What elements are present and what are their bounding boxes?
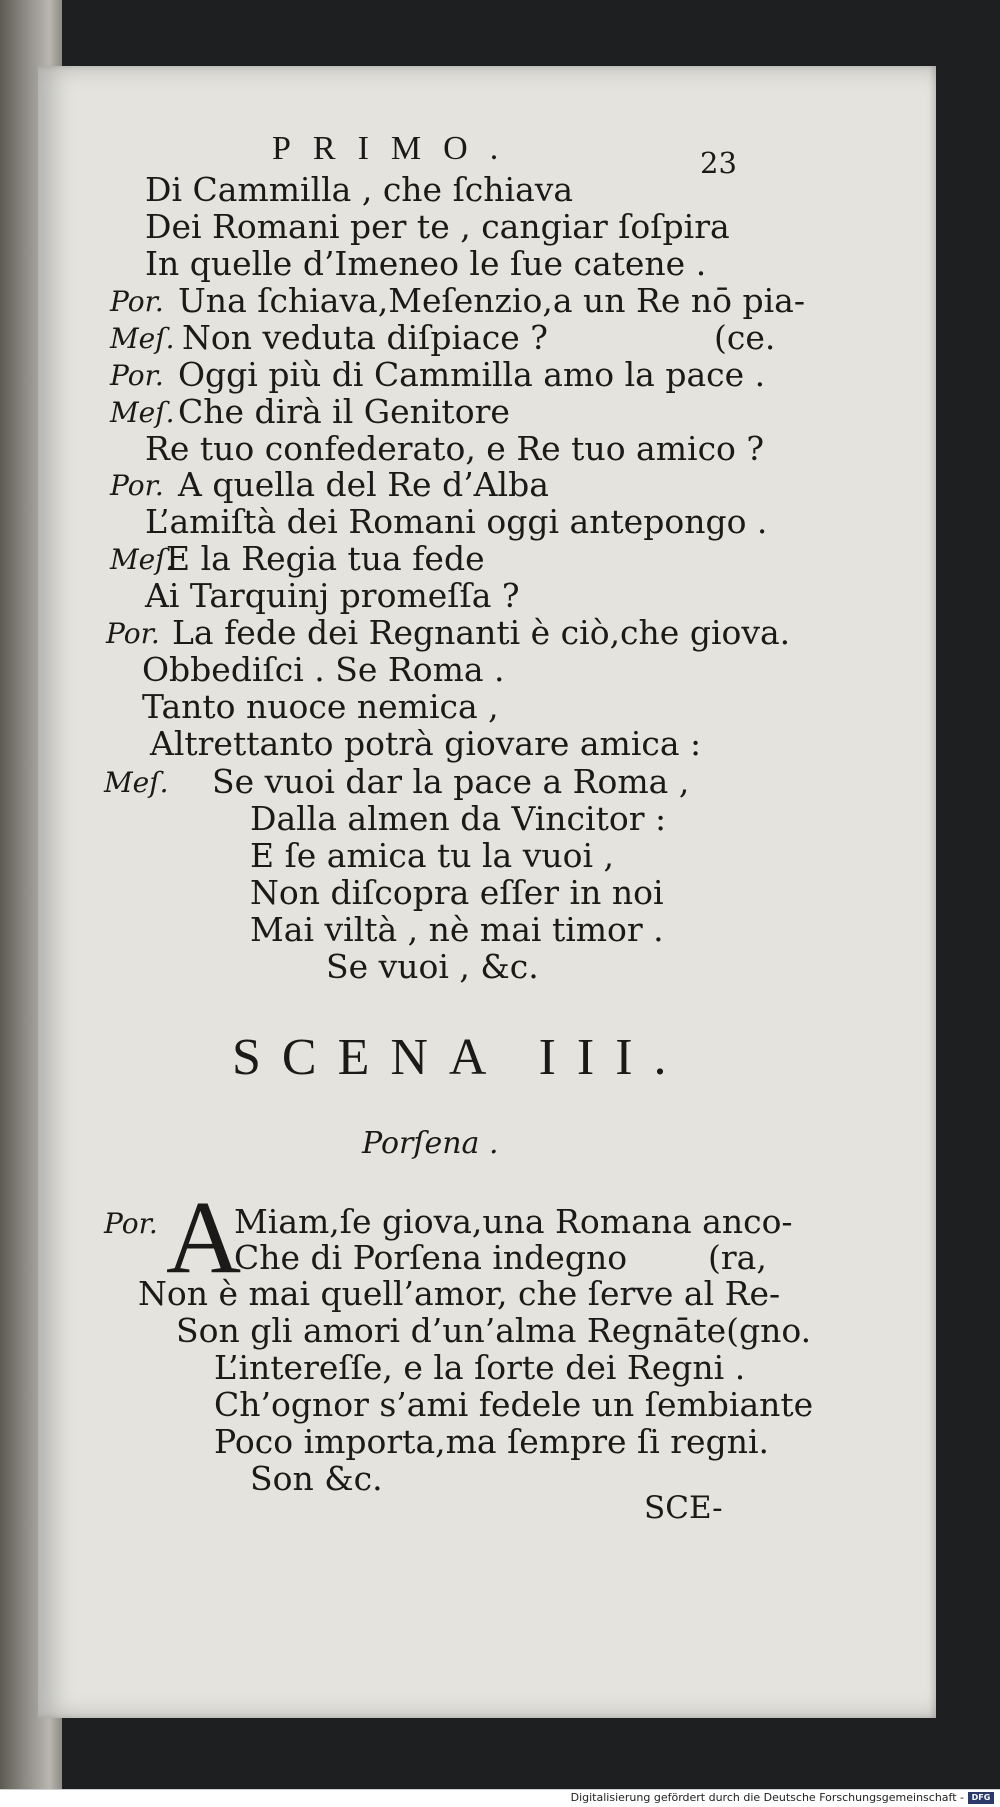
verse-line: Re tuo confederato, e Re tuo amico ? bbox=[145, 429, 765, 468]
speaker-label: Meſ. bbox=[110, 322, 175, 355]
scene-title: SCENA III. bbox=[232, 1029, 688, 1086]
verse-line: Poco importa,ma ſempre ſi regni. bbox=[214, 1422, 770, 1461]
verse-line: Di Cammilla , che ſchiava bbox=[145, 170, 574, 209]
verse-line: Oggi più di Cammilla amo la pace . bbox=[178, 355, 766, 394]
character-name: Porſena . bbox=[362, 1126, 499, 1161]
speaker-label: Por. bbox=[110, 469, 164, 502]
verse-line: Dei Romani per te , cangiar ſoſpira bbox=[145, 207, 730, 246]
verse-line: Se vuoi dar la pace a Roma , bbox=[212, 762, 690, 801]
speaker-label: Por. bbox=[110, 359, 164, 392]
verse-line: Una ſchiava,Meſenzio,a un Re nō pia- bbox=[178, 281, 805, 320]
verse-line: Ch’ognor s’ami fedele un ſembiante bbox=[214, 1385, 814, 1424]
verse-line: In quelle d’Imeneo le ſue catene . bbox=[145, 244, 707, 283]
verse-line: Non diſcopra eſſer in noi bbox=[250, 873, 664, 912]
page-number: 23 bbox=[700, 146, 737, 180]
drop-cap: A bbox=[166, 1180, 242, 1295]
verse-line: E ſe amica tu la vuoi , bbox=[250, 836, 614, 875]
verse-line: Mai viltà , nè mai timor . bbox=[250, 910, 664, 949]
catchword: SCE- bbox=[644, 1490, 723, 1526]
verse-line: Miam,ſe giova,una Romana anco- bbox=[234, 1202, 793, 1241]
speaker-label: Meſ. bbox=[110, 543, 175, 576]
funding-credit: Digitalisierung gefördert durch die Deutsche Forschungsgemeinschaft - bbox=[570, 1791, 964, 1804]
verse-line: Se vuoi , &c. bbox=[326, 947, 539, 986]
verse-line-turnover: (ra, bbox=[708, 1238, 767, 1277]
speaker-label: Meſ. bbox=[110, 396, 175, 429]
verse-line: Ai Tarquinj promeſſa ? bbox=[145, 576, 520, 615]
verse-line: Che di Porſena indegno bbox=[234, 1238, 628, 1277]
verse-line: L’intereſſe, e la ſorte dei Regni . bbox=[214, 1348, 746, 1387]
speaker-label: Por. bbox=[104, 1207, 158, 1240]
verse-line: Non veduta diſpiace ? bbox=[182, 318, 548, 357]
running-header: PRIMO. bbox=[272, 130, 521, 167]
footer-bar bbox=[0, 1789, 1000, 1807]
verse-line: Dalla almen da Vincitor : bbox=[250, 799, 667, 838]
verse-line: Son &c. bbox=[250, 1459, 383, 1498]
verse-line: A quella del Re d’Alba bbox=[178, 465, 549, 504]
verse-line: Obbediſci . Se Roma . bbox=[142, 650, 505, 689]
speaker-label: Por. bbox=[110, 285, 164, 318]
dfg-logo: DFG bbox=[968, 1792, 994, 1804]
verse-line: Non è mai quell’amor, che ſerve al Re- bbox=[138, 1274, 781, 1313]
verse-line-turnover: (ce. bbox=[714, 318, 776, 357]
verse-line: L’amiſtà dei Romani oggi antepongo . bbox=[145, 502, 768, 541]
verse-line: E la Regia tua fede bbox=[166, 539, 485, 578]
verse-line: La fede dei Regnanti è ciò,che giova. bbox=[172, 613, 791, 652]
verse-line: Tanto nuoce nemica , bbox=[142, 687, 499, 726]
verse-line: Son gli amori d’un’alma Regnāte(gno. bbox=[176, 1311, 812, 1350]
verse-line: Che dirà il Genitore bbox=[178, 392, 510, 431]
speaker-label: Meſ. bbox=[104, 766, 169, 799]
verse-line: Altrettanto potrà giovare amica : bbox=[150, 724, 702, 763]
speaker-label: Por. bbox=[106, 617, 160, 650]
